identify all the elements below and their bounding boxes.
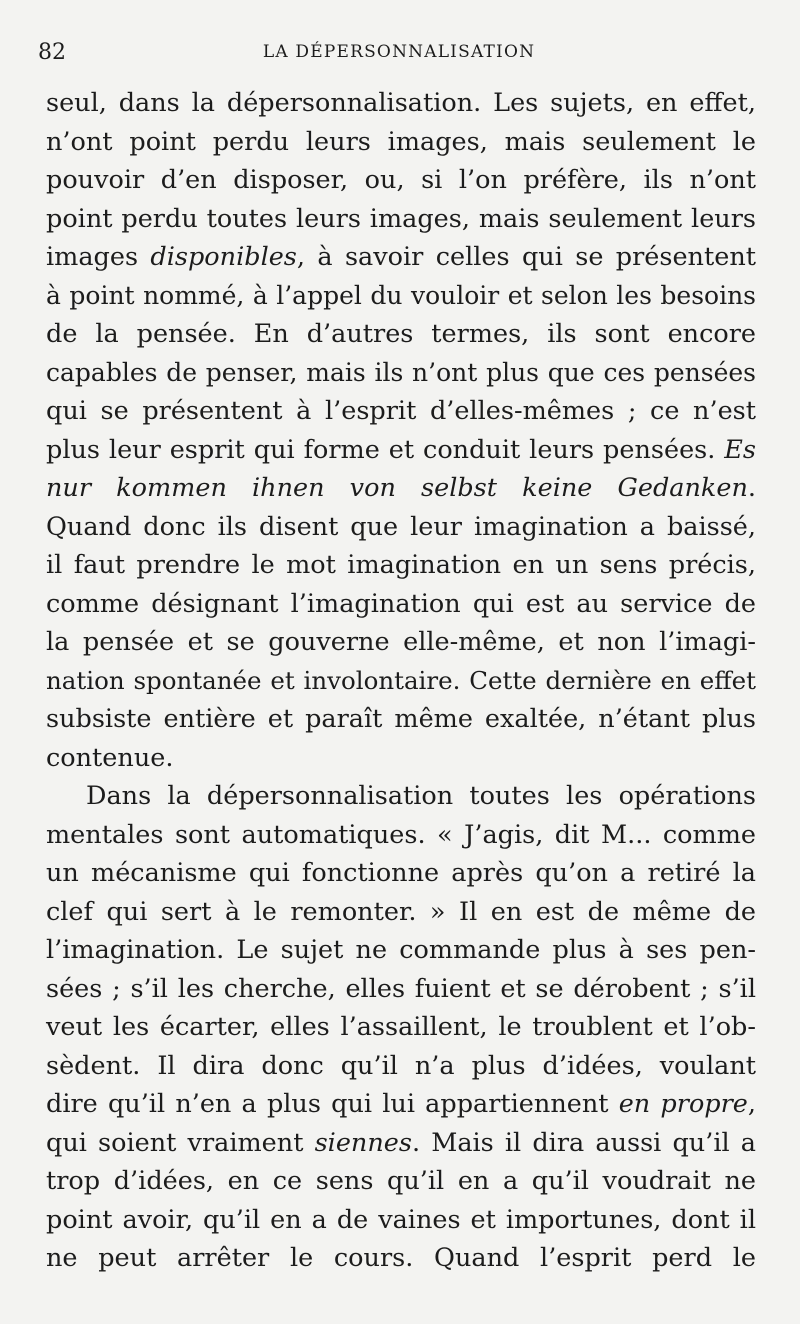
- text-line: à point nommé, à l’appel du vouloir et selon les besoins: [46, 280, 756, 310]
- text-line: un mécanisme qui fonctionne après qu’on a retiré la: [46, 858, 756, 888]
- italic-text: siennes: [314, 1127, 412, 1158]
- text-run: dire qu’il n’en a plus qui lui appartiennent: [46, 1089, 619, 1119]
- text-line: nation spontanée et involontaire. Cette dernière en effet: [46, 665, 756, 695]
- text-line: Quand donc ils disent que leur imagination a baissé,: [46, 511, 756, 542]
- italic-text: nur kommen ihnen von selbst keine Gedanken: [46, 473, 748, 503]
- italic-text: disponibles: [150, 242, 297, 272]
- text-line: [46, 1124, 756, 1163]
- text-run: ,: [747, 1089, 757, 1119]
- text-run: , à savoir celles qui se présentent: [296, 242, 756, 272]
- text-line: Dans la dépersonnalisation toutes les opérations: [86, 781, 756, 811]
- text-line: contenue.: [46, 742, 174, 773]
- text-line: ne peut arrêter le cours. Quand l’esprit perd le: [46, 1243, 756, 1273]
- text-line: [46, 469, 756, 508]
- text-line: comme désignant l’imagination qui est au service de: [46, 588, 756, 619]
- text-line: qui se présentent à l’esprit d’elles-mêmes ; ce n’est: [46, 396, 756, 426]
- page-number: 82: [38, 40, 66, 65]
- text-line: point avoir, qu’il en a de vaines et importunes, dont il: [46, 1204, 756, 1235]
- text-line: la pensée et se gouverne elle-même, et non l’imagi-: [46, 627, 756, 657]
- text-line: seul, dans la dépersonnalisation. Les sujets, en effet,: [46, 88, 756, 118]
- text-run: .: [747, 473, 756, 503]
- italic-text: Es: [724, 434, 756, 465]
- text-line: [46, 238, 756, 277]
- text-run: images: [46, 242, 151, 272]
- text-line: sées ; s’il les cherche, elles fuient et se dérobent ; s’il: [46, 973, 756, 1004]
- text-line: sèdent. Il dira donc qu’il n’a plus d’idées, voulant: [46, 1050, 756, 1081]
- text-line: veut les écarter, elles l’assaillent, le troublent et l’ob-: [46, 1012, 756, 1042]
- text-run: . Mais il dira aussi qu’il a: [411, 1127, 756, 1158]
- text-line: point perdu toutes leurs images, mais seulement leurs: [46, 203, 756, 234]
- text-line: il faut prendre le mot imagination en un sens précis,: [46, 550, 756, 580]
- running-head: LA DÉPERSONNALISATION: [262, 42, 536, 62]
- text-line: [46, 431, 756, 470]
- text-line: pouvoir d’en disposer, ou, si l’on préfère, ils n’ont: [46, 165, 756, 195]
- text-line: clef qui sert à le remonter. » Il en est de même de: [46, 896, 756, 927]
- text-run: plus leur esprit qui forme et conduit leurs pensées.: [46, 434, 725, 465]
- text-line: l’imagination. Le sujet ne commande plus à ses pen-: [46, 935, 756, 965]
- page-header: [38, 40, 760, 70]
- text-line: trop d’idées, en ce sens qu’il en a qu’il voudrait ne: [46, 1166, 756, 1196]
- body-text: [46, 84, 756, 1278]
- text-line: [46, 1085, 756, 1124]
- text-line: de la pensée. En d’autres termes, ils sont encore: [46, 319, 756, 349]
- text-line: capables de penser, mais ils n’ont plus que ces pensées: [46, 357, 756, 387]
- text-line: n’ont point perdu leurs images, mais seulement le: [46, 126, 756, 157]
- italic-text: en propre: [618, 1089, 748, 1119]
- text-line: mentales sont automatiques. « J’agis, dit M... comme: [46, 819, 756, 850]
- text-line: subsiste entière et paraît même exaltée, n’étant plus: [46, 704, 756, 734]
- text-run: qui soient vraiment: [46, 1127, 315, 1158]
